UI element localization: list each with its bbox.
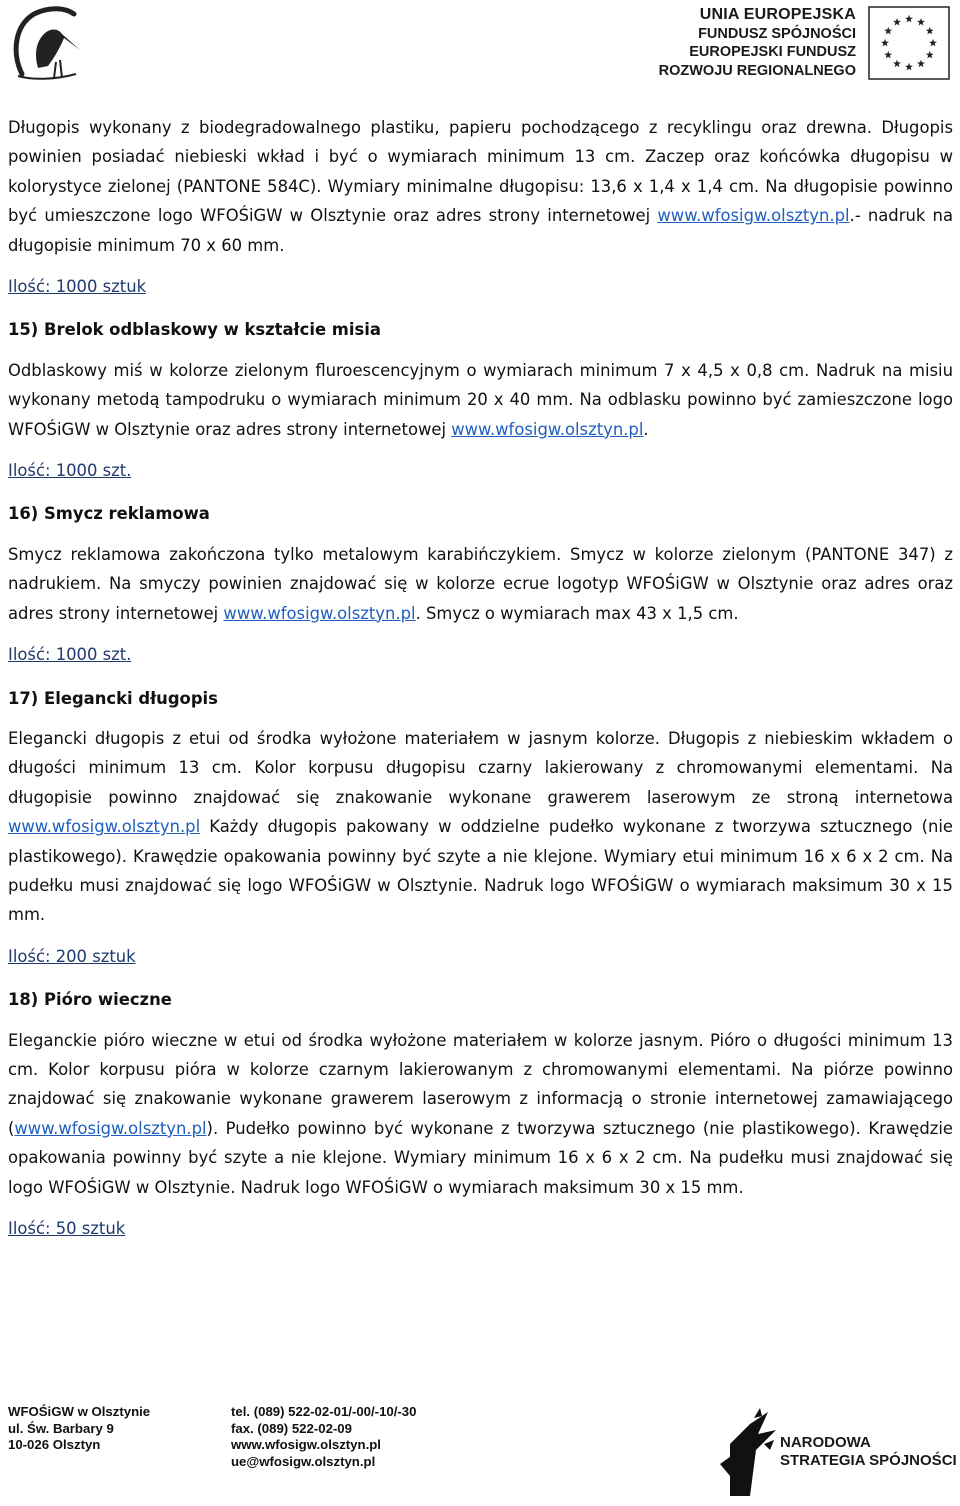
section-16-text-after: . Smycz o wymiarach max 43 x 1,5 cm.	[415, 603, 739, 623]
section-17-paragraph	[8, 724, 953, 930]
section-15-link[interactable]: www.wfosigw.olsztyn.pl	[451, 419, 644, 439]
eu-logo-block	[659, 4, 950, 82]
section-18-quantity: Ilość: 50 sztuk	[8, 1219, 126, 1238]
intro-text: Długopis wykonany z biodegradowalnego plastiku, papieru pochodzącego z recyklingu oraz drewna. Długopis powinien posiadać niebieski wkład i być o wymiarach minimum 13 cm. Zaczep oraz końcówka długopisu w kolorystyce zielonej (PANTONE 584C). Wymiary minimalne długopisu: 13,6 x 1,4 x 1,4 cm. Na długopisie powinno być umieszczone logo WFOŚiGW w Olsztynie oraz adres strony internetowej	[8, 118, 953, 226]
footer-email[interactable]: ue@wfosigw.olsztyn.pl	[231, 1453, 376, 1469]
section-16-heading: 16) Smycz reklamowa	[8, 504, 210, 524]
stork-logo-icon	[8, 4, 86, 82]
section-15-heading: 15) Brelok odblaskowy w kształcie misia	[8, 320, 381, 340]
section-17-text: Elegancki długopis z etui od środka wyłożone materiałem w jasnym kolorze. Długopis z niebieskim wkładem o długości minimum 13 cm. Kolor korpusu długopisu czarny lakierowany z chromowanymi elementami. Na długopisie powinno znajdować się znakowanie wykonane grawerem laserowym ze stroną internetowa	[8, 728, 953, 807]
section-18-text: Eleganckie pióro wieczne w etui od środka wyłożone materiałem w kolorze jasnym. Pióro o długości minimum 13 cm. Kolor korpusu pióra w kolorze czarnym lakierowanym z chromowanymi elementami. Na piórze powinno znajdować się znakowanie wykonane grawerem laserowym z informacją o stronie internetowej zamawiającego (	[8, 1030, 953, 1138]
section-16-link[interactable]: www.wfosigw.olsztyn.pl	[223, 603, 416, 623]
section-17-heading: 17) Elegancki długopis	[8, 688, 218, 708]
section-16-text: Smycz reklamowa zakończona tylko metalowym karabińczykiem. Smycz w kolorze zielonym (PANTONE 347) z nadrukiem. Na smyczy powinien znajdować się w kolorze ecrue logotyp WFOŚiGW w Olsztynie oraz adres oraz adres strony internetowej	[8, 544, 953, 623]
narodowa-strategia-logo-icon	[700, 1404, 790, 1499]
footer-tel: tel. (089) 522-02-01/-00/-10/-30	[231, 1404, 417, 1419]
section-15-text: Odblaskowy miś w kolorze zielonym fluroescencyjnym o wymiarach minimum 7 x 4,5 x 0,8 cm. Nadruk na misiu wykonany metodą tampodruku o wymiarach minimum 20 x 40 mm. Na odblasku powinno być zamieszczone logo WFOŚiGW w Olsztynie oraz adres strony internetowej	[8, 360, 953, 439]
intro-text-after: .- nadruk na długopisie minimum 70 x 60 mm.	[8, 206, 953, 255]
intro-quantity: Ilość: 1000 sztuk	[8, 277, 147, 297]
footer-street: ul. Św. Barbary 9	[8, 1420, 114, 1436]
intro-link[interactable]: www.wfosigw.olsztyn.pl	[657, 206, 850, 226]
document-body	[8, 113, 953, 1243]
section-16-paragraph	[8, 540, 953, 628]
eu-line-3: EUROPEJSKI FUNDUSZ	[689, 44, 856, 60]
page-header	[0, 0, 960, 88]
footer-www[interactable]: www.wfosigw.olsztyn.pl	[231, 1437, 381, 1452]
footer-address	[8, 1404, 150, 1454]
section-15-quantity: Ilość: 1000 szt.	[8, 461, 132, 481]
footer-org: WFOŚiGW w Olsztynie	[8, 1404, 151, 1419]
section-18-text-after: ). Pudełko powinno być wykonane z tworzywa sztucznego (nie plastikowego). Krawędzie opakowania powinny być szyte a nie klejone. Wymiary minimum 16 x 6 x 2 cm. Na pudełku musi znajdować się logo WFOŚiGW w Olsztynie. Nadruk logo WFOŚiGW o wymiarach maksimum 30 x 15 mm.	[8, 1118, 953, 1197]
footer-contact	[231, 1404, 416, 1470]
section-15-text-after: .	[643, 419, 649, 439]
section-16-quantity: Ilość: 1000 szt.	[8, 645, 132, 665]
section-15-paragraph	[8, 356, 953, 444]
eu-line-2: FUNDUSZ SPÓJNOŚCI	[698, 25, 856, 42]
section-18-paragraph	[8, 1026, 953, 1202]
eu-flag-icon	[868, 6, 950, 80]
section-18-heading: 18) Pióro wieczne	[8, 990, 172, 1010]
eu-text	[659, 6, 856, 80]
page-footer	[0, 1398, 960, 1506]
footer-fax: fax. (089) 522-02-09	[231, 1420, 352, 1436]
narodowa-strategia-text	[780, 1434, 957, 1470]
eu-line-1: UNIA EUROPEJSKA	[699, 6, 856, 23]
section-18-link[interactable]: www.wfosigw.olsztyn.pl	[14, 1118, 207, 1138]
section-17-link[interactable]: www.wfosigw.olsztyn.pl	[8, 817, 201, 837]
eu-line-4: ROZWOJU REGIONALNEGO	[658, 62, 856, 79]
ns-line-2: STRATEGIA SPÓJNOŚCI	[780, 1452, 957, 1469]
intro-paragraph	[8, 113, 953, 260]
ns-line-1: NARODOWA	[780, 1434, 871, 1451]
footer-city: 10-026 Olsztyn	[8, 1437, 101, 1452]
section-17-quantity: Ilość: 200 sztuk	[8, 946, 136, 966]
section-17-text-after: Każdy długopis pakowany w oddzielne pudełko wykonane z tworzywa sztucznego (nie plastikowego). Krawędzie opakowania powinny być szyte a nie klejone. Wymiary etui minimum 16 x 6 x 2 cm. Na pudełku musi znajdować się logo WFOŚiGW w Olsztynie. Nadruk logo WFOŚiGW o wymiarach maksimum 30 x 15 mm.	[8, 817, 953, 925]
